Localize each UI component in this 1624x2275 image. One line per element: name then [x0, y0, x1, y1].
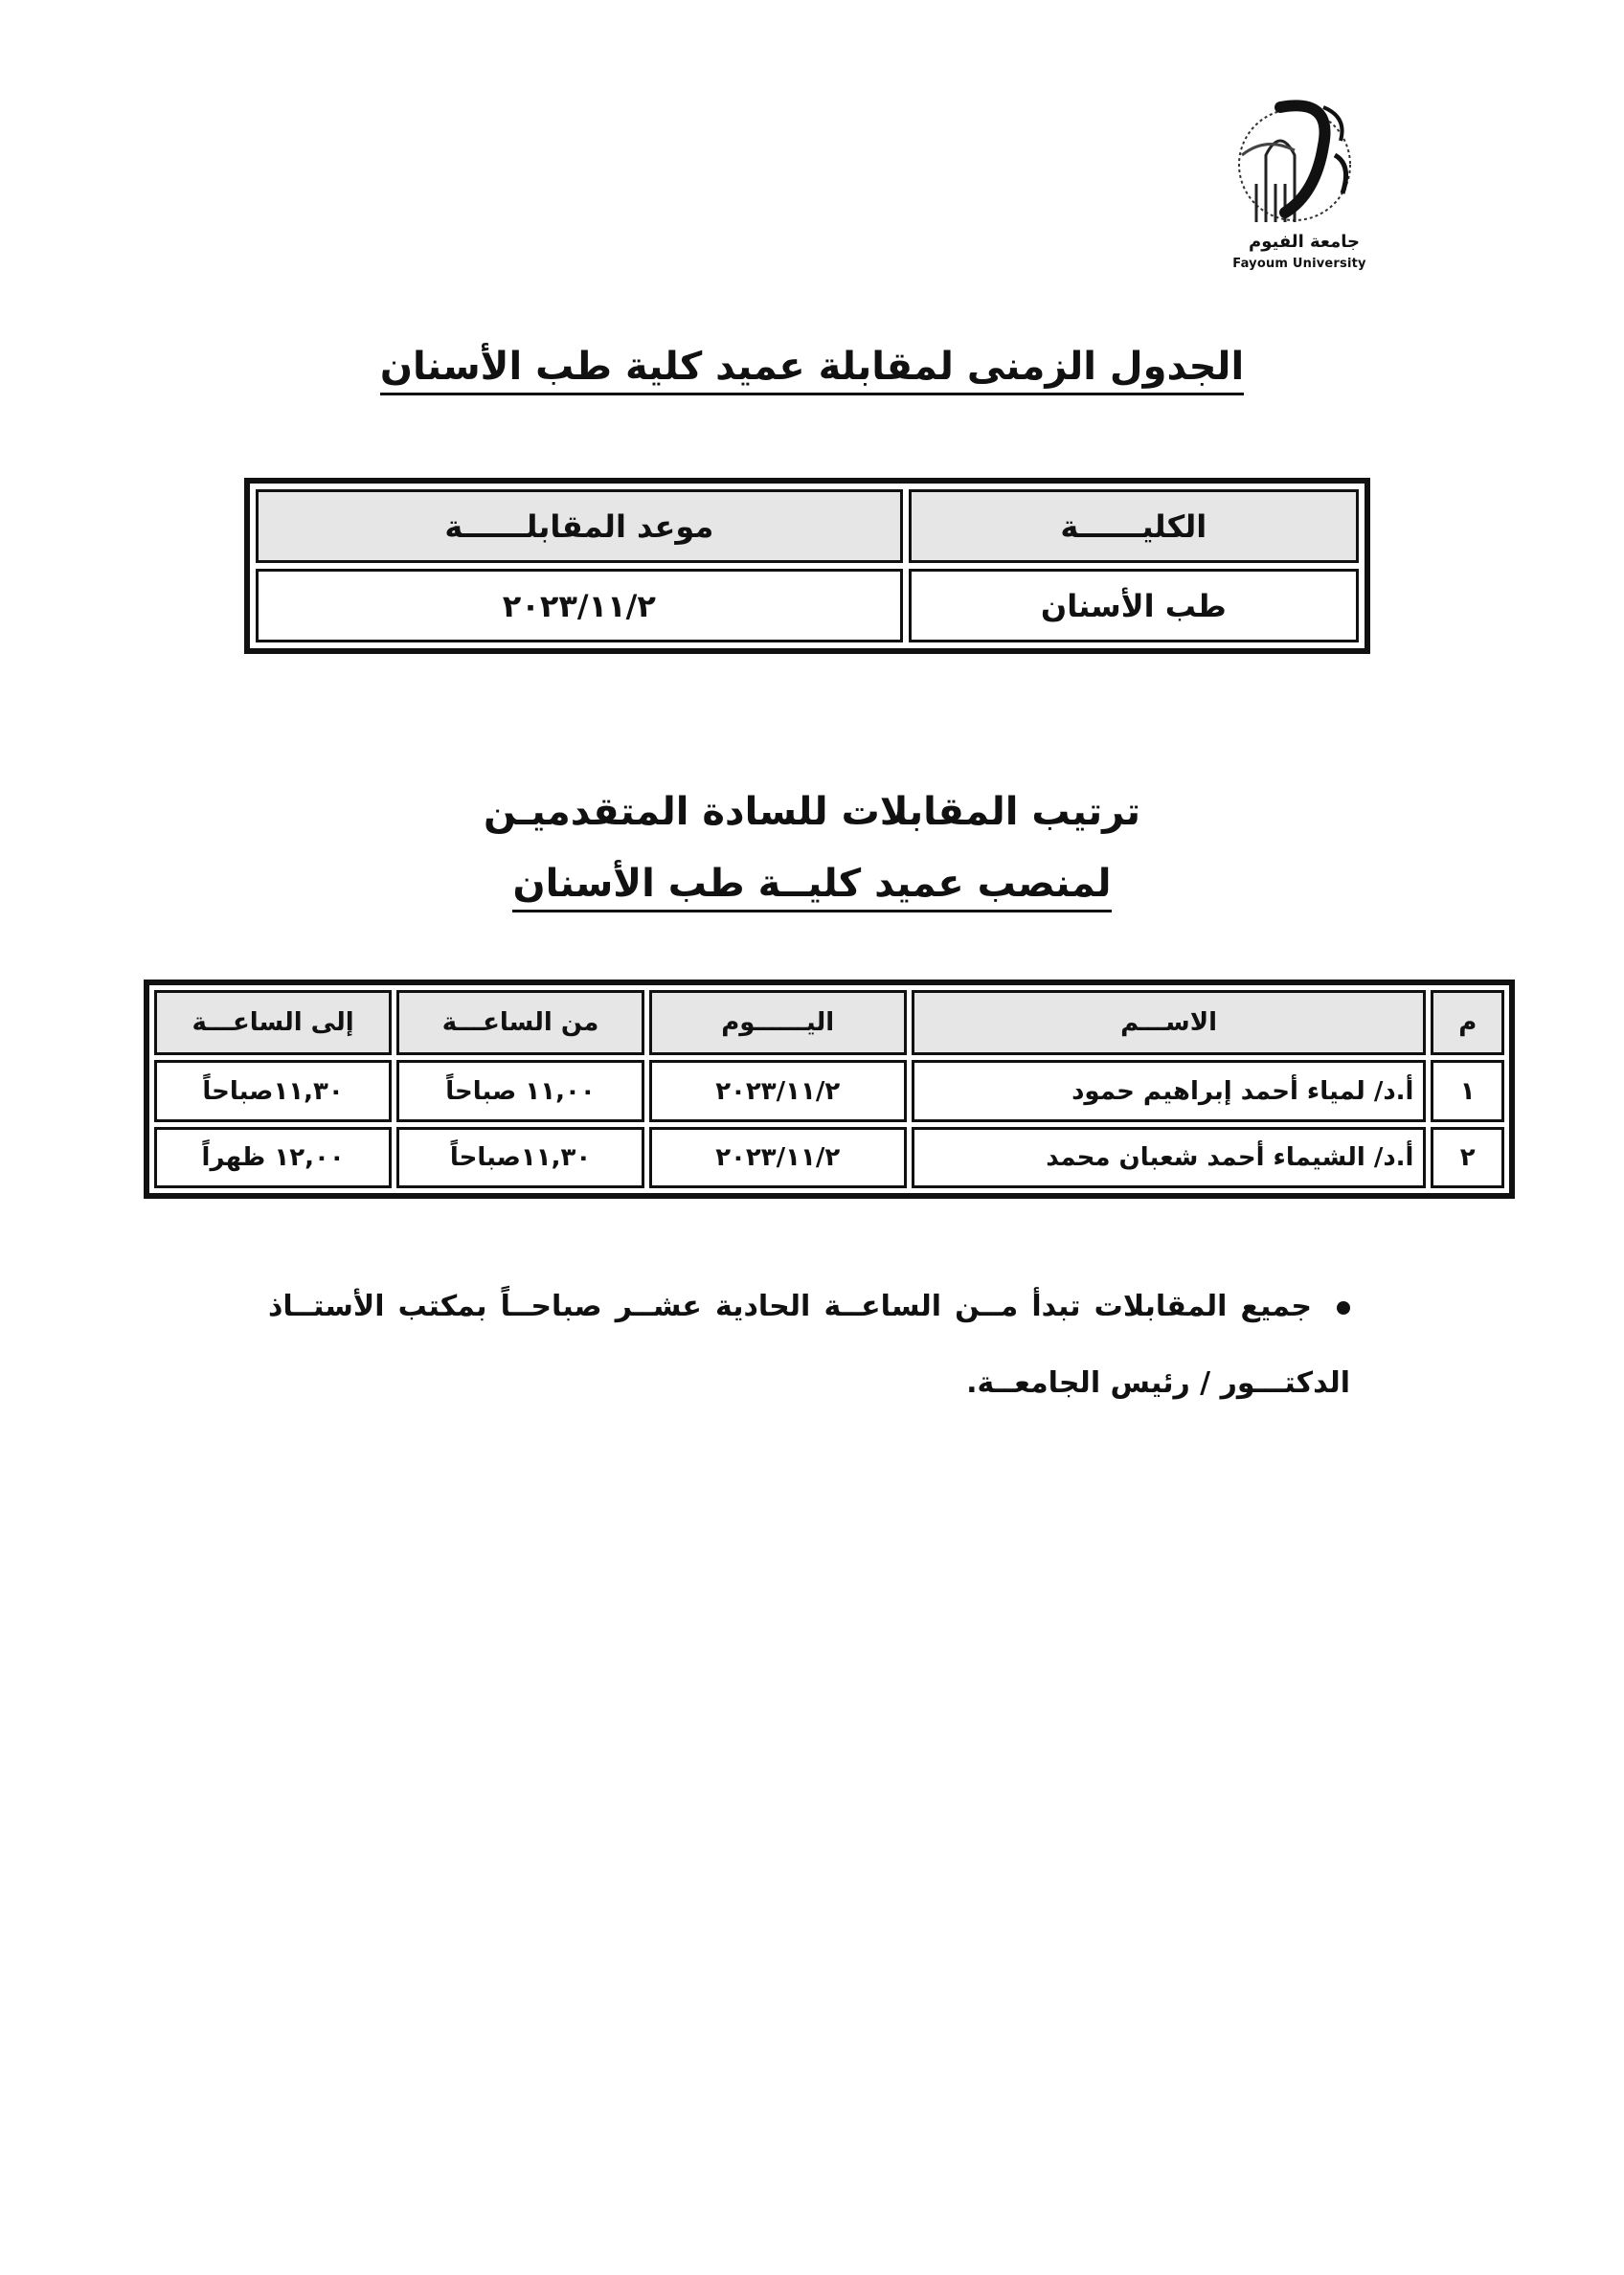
interview-day: ٢٠٢٣/١١/٢	[649, 1127, 907, 1188]
table-row	[154, 1060, 1504, 1121]
to-time: ١١,٣٠صباحاً	[154, 1060, 392, 1121]
interview-note-text: جميع المقابلات تبدأ مــن الساعــة الحادية عشــر صباحــاً بمكتب الأستــاذ الدكتـــور / رئيس الجامعــة.	[268, 1290, 1350, 1400]
header-day: اليــــــوم	[649, 990, 907, 1055]
bullet-icon	[1337, 1301, 1350, 1315]
college-schedule-table	[244, 478, 1370, 654]
main-title-text: الجدول الزمنى لمقابلة عميد كلية طب الأسنان	[380, 345, 1244, 395]
subtitle-line-2	[0, 862, 1624, 912]
logo-arabic-text: جامعة الفيوم	[1249, 232, 1360, 252]
interview-order-table	[144, 980, 1515, 1199]
header-college: الكليــــــة	[909, 489, 1359, 563]
header-interview-date: موعد المقابلــــــة	[256, 489, 903, 563]
from-time: ١١,٠٠ صباحاً	[396, 1060, 644, 1121]
candidate-name: أ.د/ الشيماء أحمد شعبان محمد	[912, 1127, 1427, 1188]
interview-day: ٢٠٢٣/١١/٢	[649, 1060, 907, 1121]
from-time: ١١,٣٠صباحاً	[396, 1127, 644, 1188]
main-title	[0, 345, 1624, 395]
subtitle-line-1-text: ترتيب المقابلات للسادة المتقدميـن	[483, 790, 1141, 834]
interview-date-cell: ٢٠٢٣/١١/٢	[256, 569, 903, 642]
header-from-time: من الساعـــة	[396, 990, 644, 1055]
table-header-row	[154, 990, 1504, 1055]
row-number: ١	[1431, 1060, 1504, 1121]
college-name-cell: طب الأسنان	[909, 569, 1359, 642]
logo-english-text: Fayoum University	[1232, 257, 1366, 271]
header-to-time: إلى الساعـــة	[154, 990, 392, 1055]
subtitle-line-1	[0, 790, 1624, 838]
to-time: ١٢,٠٠ ظهراً	[154, 1127, 392, 1188]
header-number: م	[1431, 990, 1504, 1055]
table-row	[154, 1127, 1504, 1188]
fayoum-university-logo-icon	[1228, 88, 1371, 232]
subtitle-line-2-text: لمنصب عميد كليــة طب الأسنان	[512, 862, 1111, 912]
interview-note	[268, 1269, 1350, 1422]
row-number: ٢	[1431, 1127, 1504, 1188]
header-name: الاســـم	[912, 990, 1427, 1055]
university-logo	[1208, 88, 1390, 280]
candidate-name: أ.د/ لمياء أحمد إبراهيم حمود	[912, 1060, 1427, 1121]
